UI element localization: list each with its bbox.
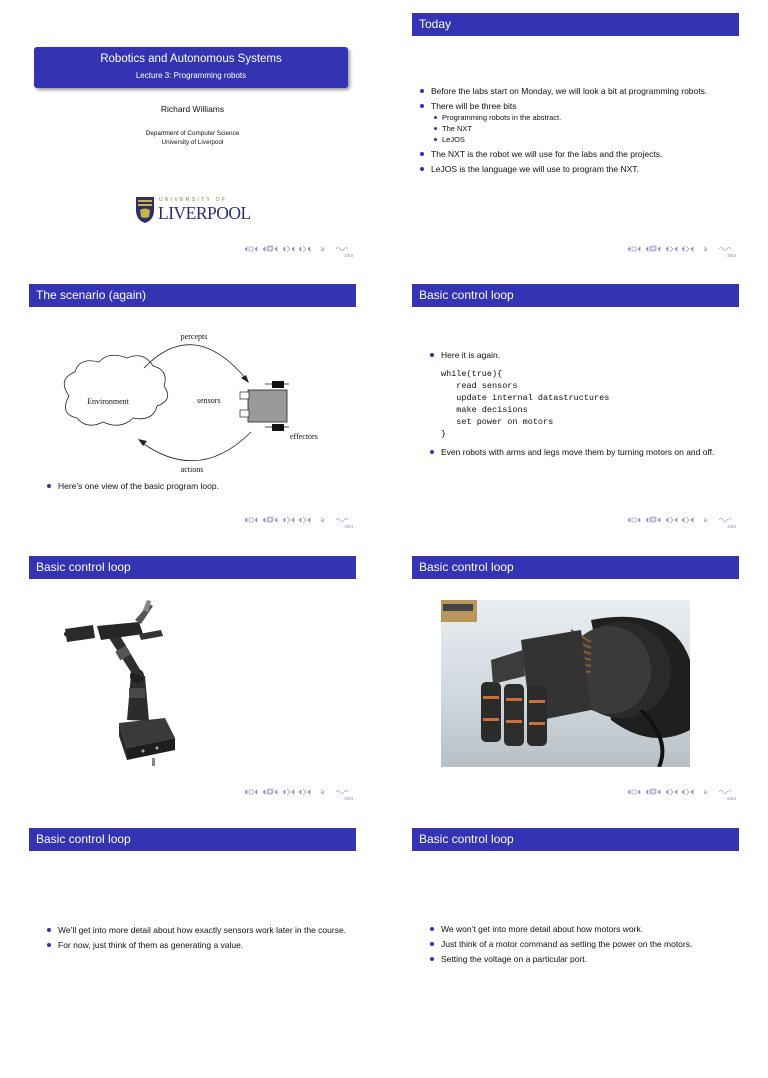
slide-3 xyxy=(29,284,356,534)
bullet-list xyxy=(417,85,727,178)
presentation-title: Robotics and Autonomous Systems xyxy=(100,53,282,65)
slide-number: 2/54 xyxy=(727,253,736,258)
slide-number: 5/54 xyxy=(344,796,353,801)
list-item: Before the labs start on Monday, we will look a bit at programming robots. xyxy=(417,85,727,97)
slide-7 xyxy=(29,828,356,1078)
slide-title: Basic control loop xyxy=(412,828,739,851)
nav-symbols-icon[interactable] xyxy=(626,515,739,525)
slide-5 xyxy=(29,556,356,806)
beamer-nav-bar[interactable] xyxy=(626,244,739,262)
robot-arm-photo xyxy=(57,598,187,768)
slide-title: Basic control loop xyxy=(412,556,739,579)
beamer-nav-bar[interactable] xyxy=(626,787,739,805)
list-item: Setting the voltage on a particular port. xyxy=(427,953,737,965)
list-item xyxy=(417,100,727,145)
bullet-list xyxy=(427,349,727,364)
logo-top-text: UNIVERSITY OF xyxy=(159,197,228,203)
list-item: For now, just think of them as generating a value. xyxy=(44,939,349,951)
nav-symbols-icon[interactable] xyxy=(626,787,739,797)
bullet-list xyxy=(427,923,737,968)
list-item-text: There will be three bits xyxy=(431,101,517,111)
sub-list-item: LeJOS xyxy=(431,134,727,145)
presentation-subtitle: Lecture 3: Programming robots xyxy=(135,71,247,80)
slide-2 xyxy=(412,13,739,263)
actions-label: actions xyxy=(180,465,204,474)
beamer-nav-bar[interactable] xyxy=(243,244,356,262)
nav-symbols-icon[interactable] xyxy=(243,515,356,525)
list-item: Here’s one view of the basic program loop. xyxy=(44,480,344,492)
title-box xyxy=(34,47,348,88)
crest-icon xyxy=(135,196,155,224)
beamer-nav-bar[interactable] xyxy=(243,515,356,533)
university-logo xyxy=(135,196,250,226)
slide-title: Basic control loop xyxy=(412,284,739,307)
slide-title: Basic control loop xyxy=(29,556,356,579)
bullet-list xyxy=(44,924,349,954)
slide-number: 4/54 xyxy=(727,524,736,529)
university: University of Liverpool xyxy=(161,139,224,146)
list-item: Just think of a motor command as setting the power on the motors. xyxy=(427,938,737,950)
slide-number: 3/54 xyxy=(344,524,353,529)
actions-arrow xyxy=(141,432,251,461)
sub-list-item: Programming robots in the abstract. xyxy=(431,112,727,123)
author-name: Richard Williams xyxy=(160,104,225,114)
sub-list-item: The NXT xyxy=(431,123,727,134)
beamer-nav-bar[interactable] xyxy=(243,787,356,805)
list-item: We won’t get into more detail about how motors work. xyxy=(427,923,737,935)
slide-number: 6/54 xyxy=(727,796,736,801)
agent-box xyxy=(248,390,287,422)
code-block: while(true){ read sensors update internal datastructures make decisions set power on motors } xyxy=(441,369,610,439)
slide-1 xyxy=(29,13,356,263)
robot-hand-photo xyxy=(441,600,690,767)
percepts-label: percepts xyxy=(180,332,208,341)
percepts-arrow xyxy=(144,345,247,380)
logo-name-text: LIVERPOOL xyxy=(158,203,251,223)
list-item: We’ll get into more detail about how exactly sensors work later in the course. xyxy=(44,924,349,936)
nav-symbols-icon[interactable] xyxy=(626,244,739,254)
slide-number: 1/54 xyxy=(344,253,353,258)
bullet-list xyxy=(44,480,344,495)
effectors-label: effectors xyxy=(290,432,318,441)
list-item: LeJOS is the language we will use to program the NXT. xyxy=(417,163,727,175)
list-item: The NXT is the robot we will use for the labs and the projects. xyxy=(417,148,727,160)
beamer-nav-bar[interactable] xyxy=(626,515,739,533)
list-item: Here it is again. xyxy=(427,349,727,361)
environment-cloud xyxy=(64,355,168,425)
nav-symbols-icon[interactable] xyxy=(243,787,356,797)
slide-title: Basic control loop xyxy=(29,828,356,851)
slide-8 xyxy=(412,828,739,1078)
nav-symbols-icon[interactable] xyxy=(243,244,356,254)
sensors-label: sensors xyxy=(197,396,221,405)
slide-title: Today xyxy=(412,13,739,36)
slide-4 xyxy=(412,284,739,534)
environment-label: Environment xyxy=(87,397,129,406)
sub-list xyxy=(431,112,727,145)
slide-6 xyxy=(412,556,739,806)
list-item: Even robots with arms and legs move them by turning motors on and off. xyxy=(427,446,732,458)
bullet-list xyxy=(427,446,732,461)
slide-title: The scenario (again) xyxy=(29,284,356,307)
department: Department of Computer Science xyxy=(145,130,240,137)
agent-environment-diagram xyxy=(29,324,356,474)
